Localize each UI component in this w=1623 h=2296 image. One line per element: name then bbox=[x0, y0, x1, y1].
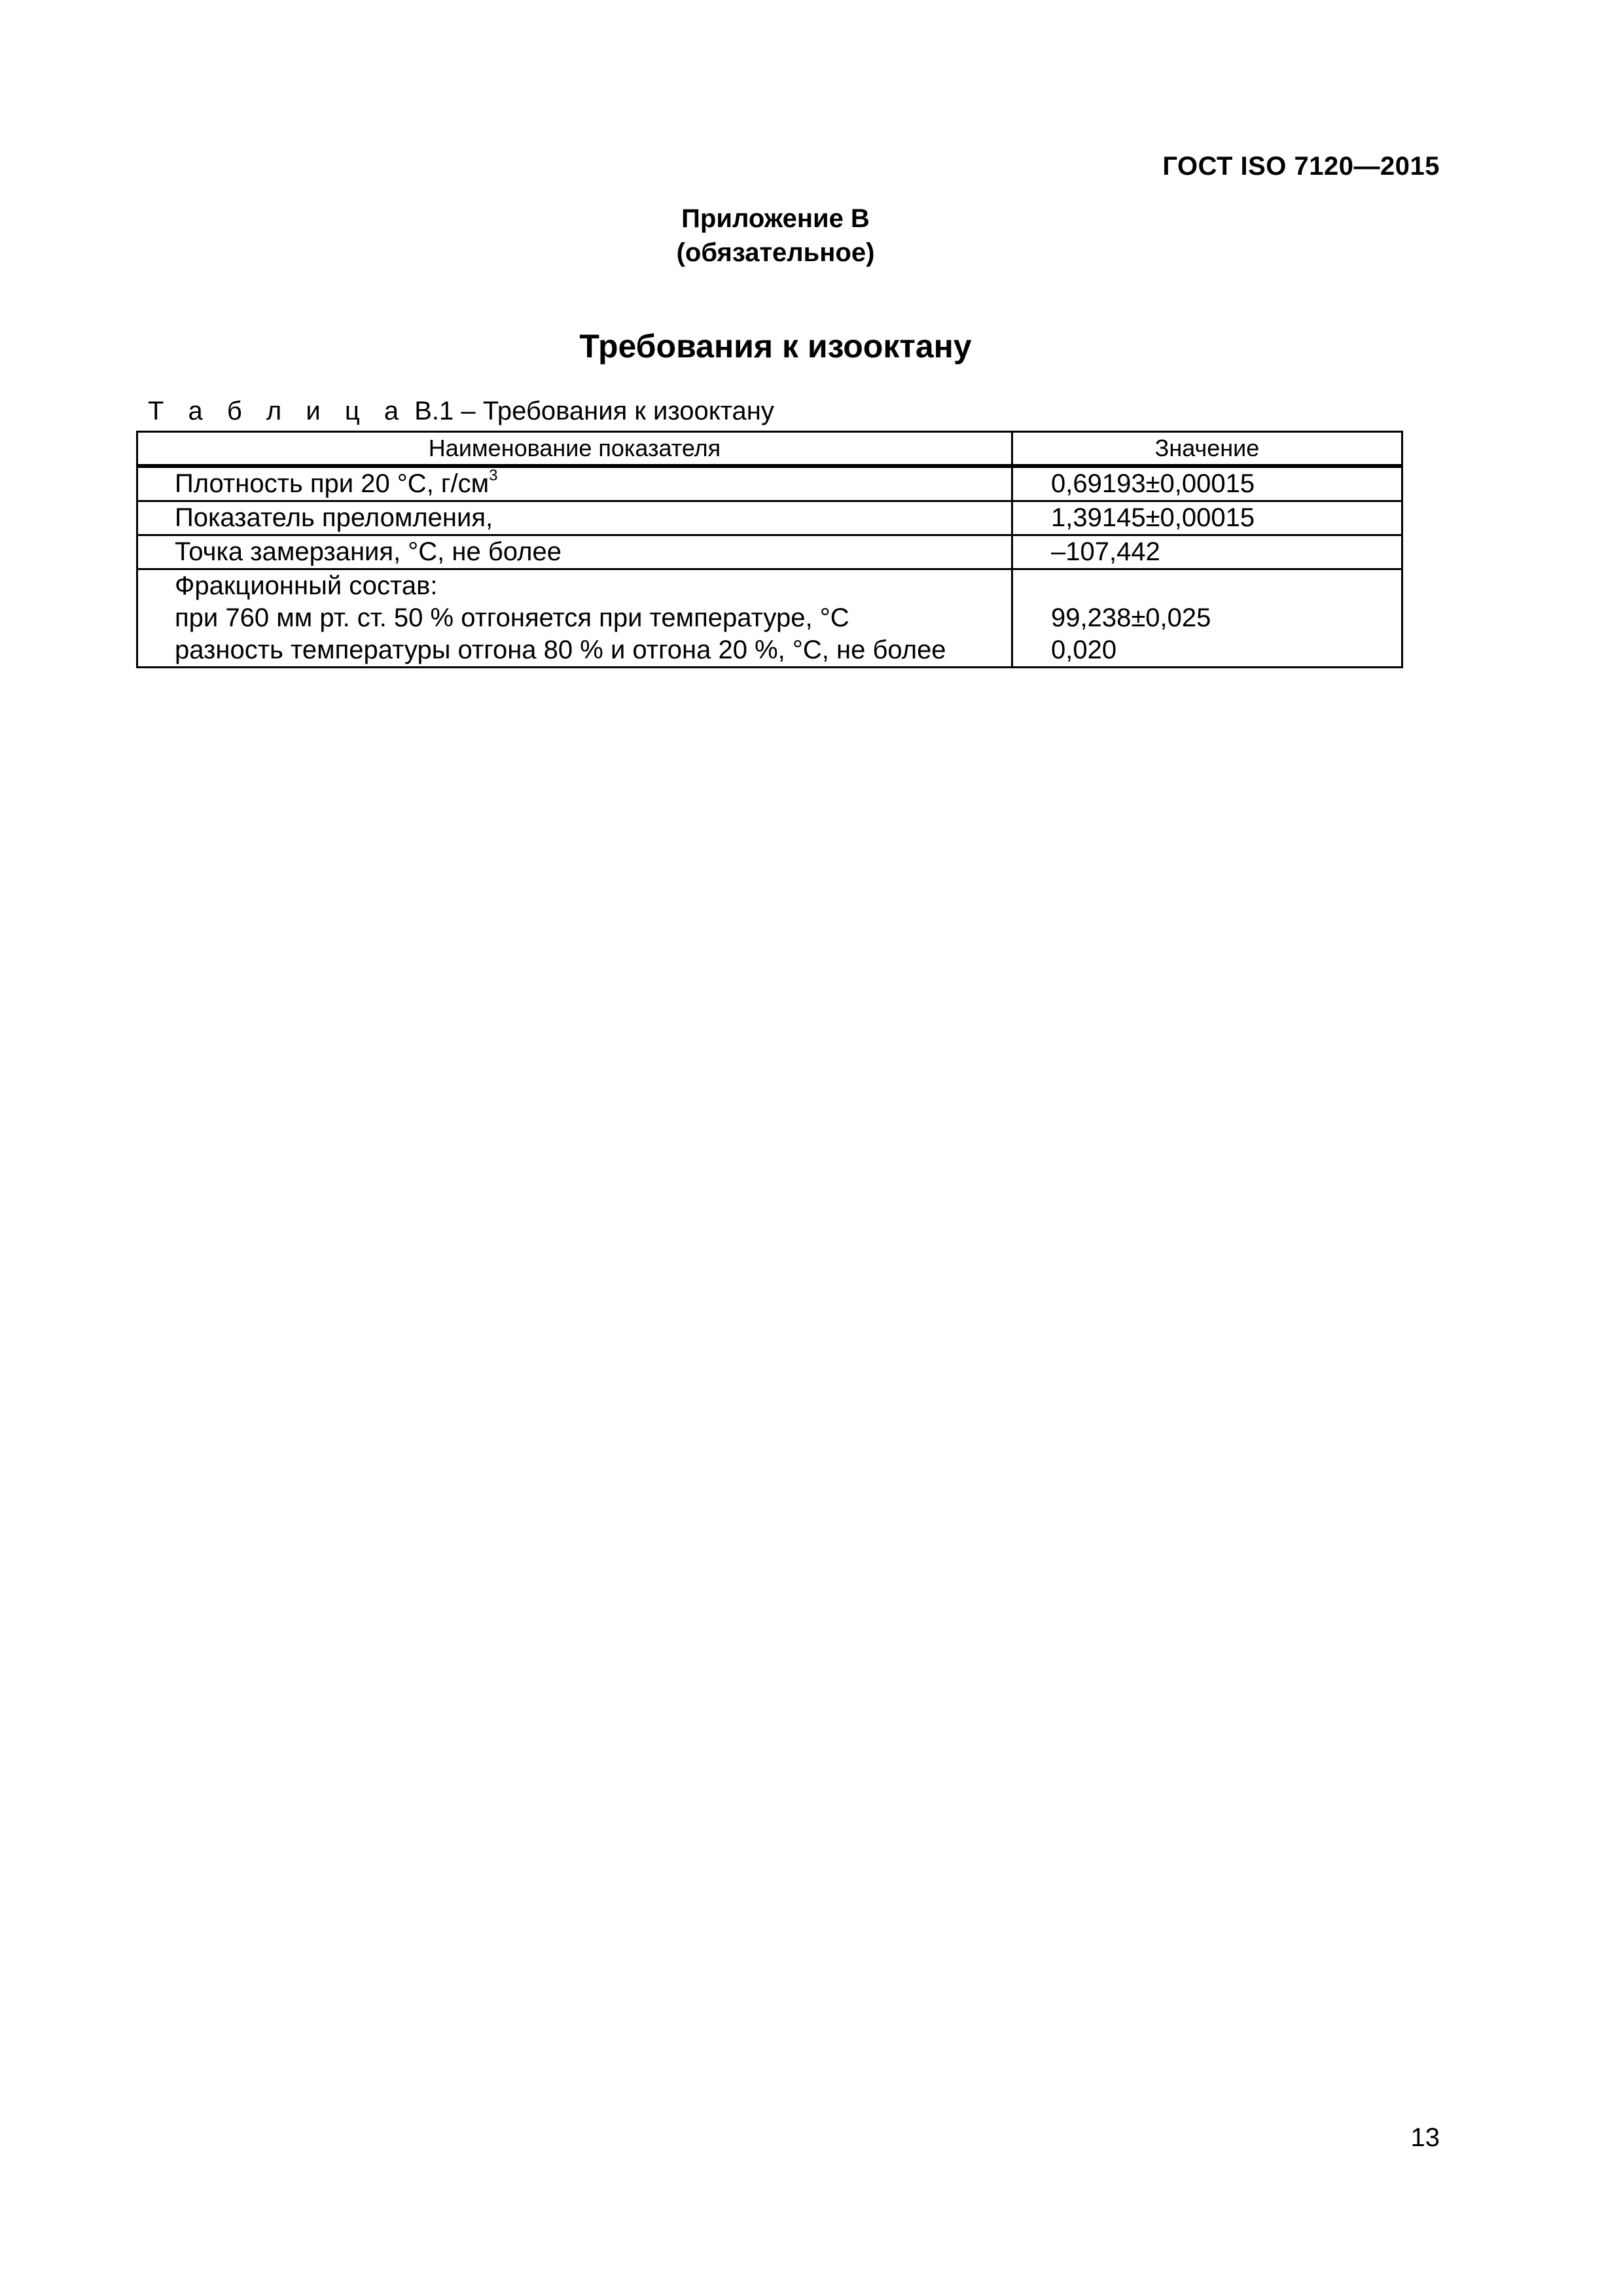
row-value: –107,442 bbox=[1012, 535, 1402, 569]
table-caption bbox=[148, 397, 774, 426]
row-name-cell bbox=[137, 466, 1012, 501]
row-value-line: 0,020 bbox=[1051, 636, 1117, 664]
unit-superscript: 3 bbox=[489, 467, 498, 484]
section-title: Требования к изооктану bbox=[579, 328, 972, 365]
row-value-cell bbox=[1012, 569, 1402, 668]
row-name: Плотность при 20 °С, г/см bbox=[175, 469, 490, 498]
table-row bbox=[137, 535, 1402, 569]
page-number: 13 bbox=[1410, 2123, 1440, 2152]
row-value: 0,69193±0,00015 bbox=[1012, 466, 1402, 501]
row-value-line bbox=[1051, 570, 1401, 602]
column-header-name: Наименование показателя bbox=[137, 432, 1012, 467]
appendix-title: Приложение В bbox=[681, 204, 870, 233]
row-name: Показатель преломления, bbox=[137, 501, 1012, 535]
row-name-line: Фракционный состав: bbox=[175, 571, 438, 600]
row-name-line: разность температуры отгона 80 % и отгона 20 %, °С, не более bbox=[175, 636, 946, 664]
table-row bbox=[137, 569, 1402, 668]
row-name-line: при 760 мм рт. ст. 50 % отгоняется при температуре, °С bbox=[175, 603, 849, 632]
appendix-status: (обязательное) bbox=[676, 238, 875, 267]
document-code: ГОСТ ISO 7120—2015 bbox=[1162, 152, 1440, 181]
row-value: 1,39145±0,00015 bbox=[1012, 501, 1402, 535]
table-row bbox=[137, 466, 1402, 501]
requirements-table bbox=[136, 431, 1403, 668]
column-header-value: Значение bbox=[1012, 432, 1402, 467]
table-caption-text: В.1 – Требования к изооктану bbox=[414, 397, 774, 425]
row-name-cell bbox=[137, 569, 1012, 668]
row-name: Точка замерзания, °С, не более bbox=[137, 535, 1012, 569]
table-row bbox=[137, 501, 1402, 535]
table-caption-label: Т а б л и ц а bbox=[148, 397, 408, 425]
row-value-line: 99,238±0,025 bbox=[1051, 603, 1211, 632]
table-header-row bbox=[137, 432, 1402, 467]
